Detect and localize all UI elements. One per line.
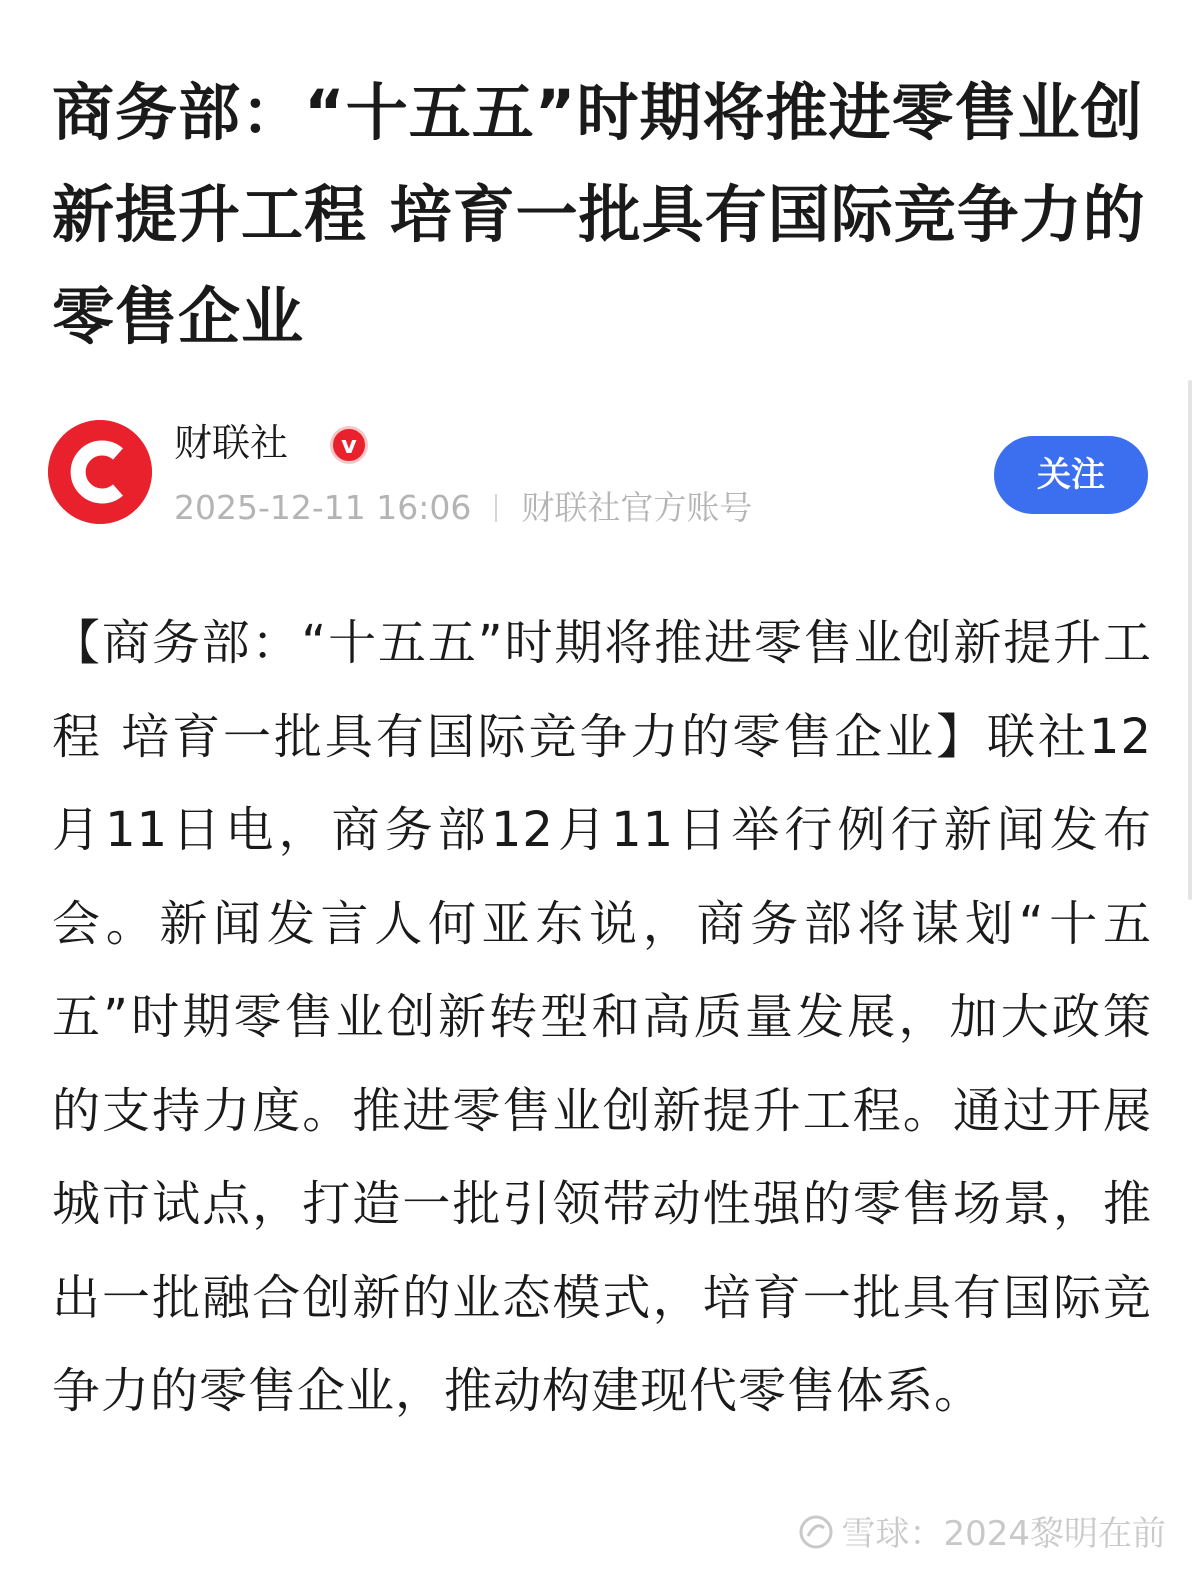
author-meta — [174, 486, 752, 530]
article-body: 【商务部：“十五五”时期将推进零售业创新提升工程 培育一批具有国际竞争力的零售企业】联社12月11日电，商务部12月11日举行例行新闻发布会。新闻发言人何亚东说，商务部将谋划“十五五”时期零售业创新转型和高质量发展，加大政策的支持力度。推进零售业创新提升工程。通过开展城市试点，打造一批引领带动性强的零售场景，推出一批融合创新的业态模式，培育一批具有国际竞争力的零售企业，推动构建现代零售体系。 — [52, 615, 1152, 1419]
meta-divider — [495, 494, 497, 522]
account-type: 财联社官方账号 — [521, 488, 753, 527]
cls-logo-icon[interactable] — [48, 420, 152, 524]
snowball-logo-icon — [799, 1515, 833, 1560]
article-title: 商务部：“十五五”时期将推进零售业创新提升工程 培育一批具有国际竞争力的零售企业 — [52, 76, 1146, 353]
scrollbar[interactable] — [1188, 380, 1192, 900]
watermark-text: 雪球：2024黎明在前 — [841, 1514, 1166, 1554]
author-row — [48, 418, 1158, 528]
follow-button[interactable]: 关注 — [994, 436, 1148, 514]
author-name[interactable]: 财联社 — [174, 421, 289, 465]
verified-badge-icon: v — [330, 426, 368, 464]
publish-timestamp: 2025-12-11 16:06 — [174, 488, 472, 527]
watermark — [799, 1512, 1166, 1560]
